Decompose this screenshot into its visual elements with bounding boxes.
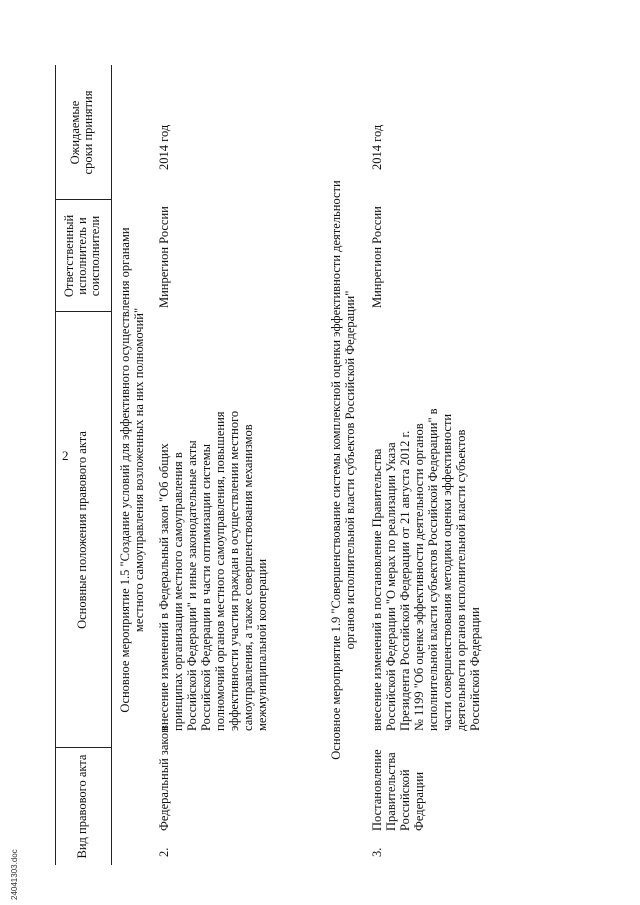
row-act-type: Постановление Правительства Российской Федерации [370, 749, 426, 831]
table-top-rule [55, 65, 56, 865]
row-provisions: внесение изменений в Федеральный закон "Об общих принципах организации местного самоуправления в Российской Федерации" и иные законодательные акты Российской Федерации в части оптимизации системы полномочий органов местного самоуправления, повышения эффективности участия граждан в осуществлении местного самоуправления, а также совершенствования механизмов межмуниципальной кооперации [157, 410, 269, 731]
page-number: 2 [62, 448, 69, 463]
landscape-document [55, 65, 600, 865]
header-deadline: Ожидаемые сроки принятия [68, 90, 95, 175]
header-provisions: Основные положения правового акта [75, 431, 89, 629]
footer-doc-code: 24041303.doc [10, 849, 19, 900]
table-header-bottom-rule [111, 65, 112, 865]
row-act-type: Федеральный закон [157, 726, 171, 831]
row-executor: Минрегион России [370, 206, 384, 308]
row-provisions: внесение изменений в постановление Правительства Российской Федерации "О мерах по реализации Указа Президента Российской Федерации от 21 августа 2012 г. № 1199 "Об оценке эффективности деятельности органов исполнительной власти субъектов Российской Федерации" в части совершенствования методики оценки эффективности деятельности органов исполнительной власти субъектов Российской Федерации [370, 408, 482, 731]
row-deadline: 2014 год [157, 124, 171, 170]
row-deadline: 2014 год [370, 124, 384, 170]
row-number: 3. [370, 847, 384, 857]
header-act-type: Вид правового акта [75, 754, 89, 859]
header-executor: Ответственный исполнитель и соисполнители [62, 214, 102, 298]
row-number: 2. [157, 847, 171, 857]
section-heading: Основное мероприятие 1.9 "Совершенствование системы комплексной оценки эффективности деятельности органов исполнительной власти субъектов Российской Федерации" [329, 180, 357, 760]
row-executor: Минрегион России [157, 206, 171, 308]
section-heading: Основное мероприятие 1.5 "Создание условий для эффективного осуществления органами местного самоуправления возложенных на них полномочий" [118, 227, 146, 713]
